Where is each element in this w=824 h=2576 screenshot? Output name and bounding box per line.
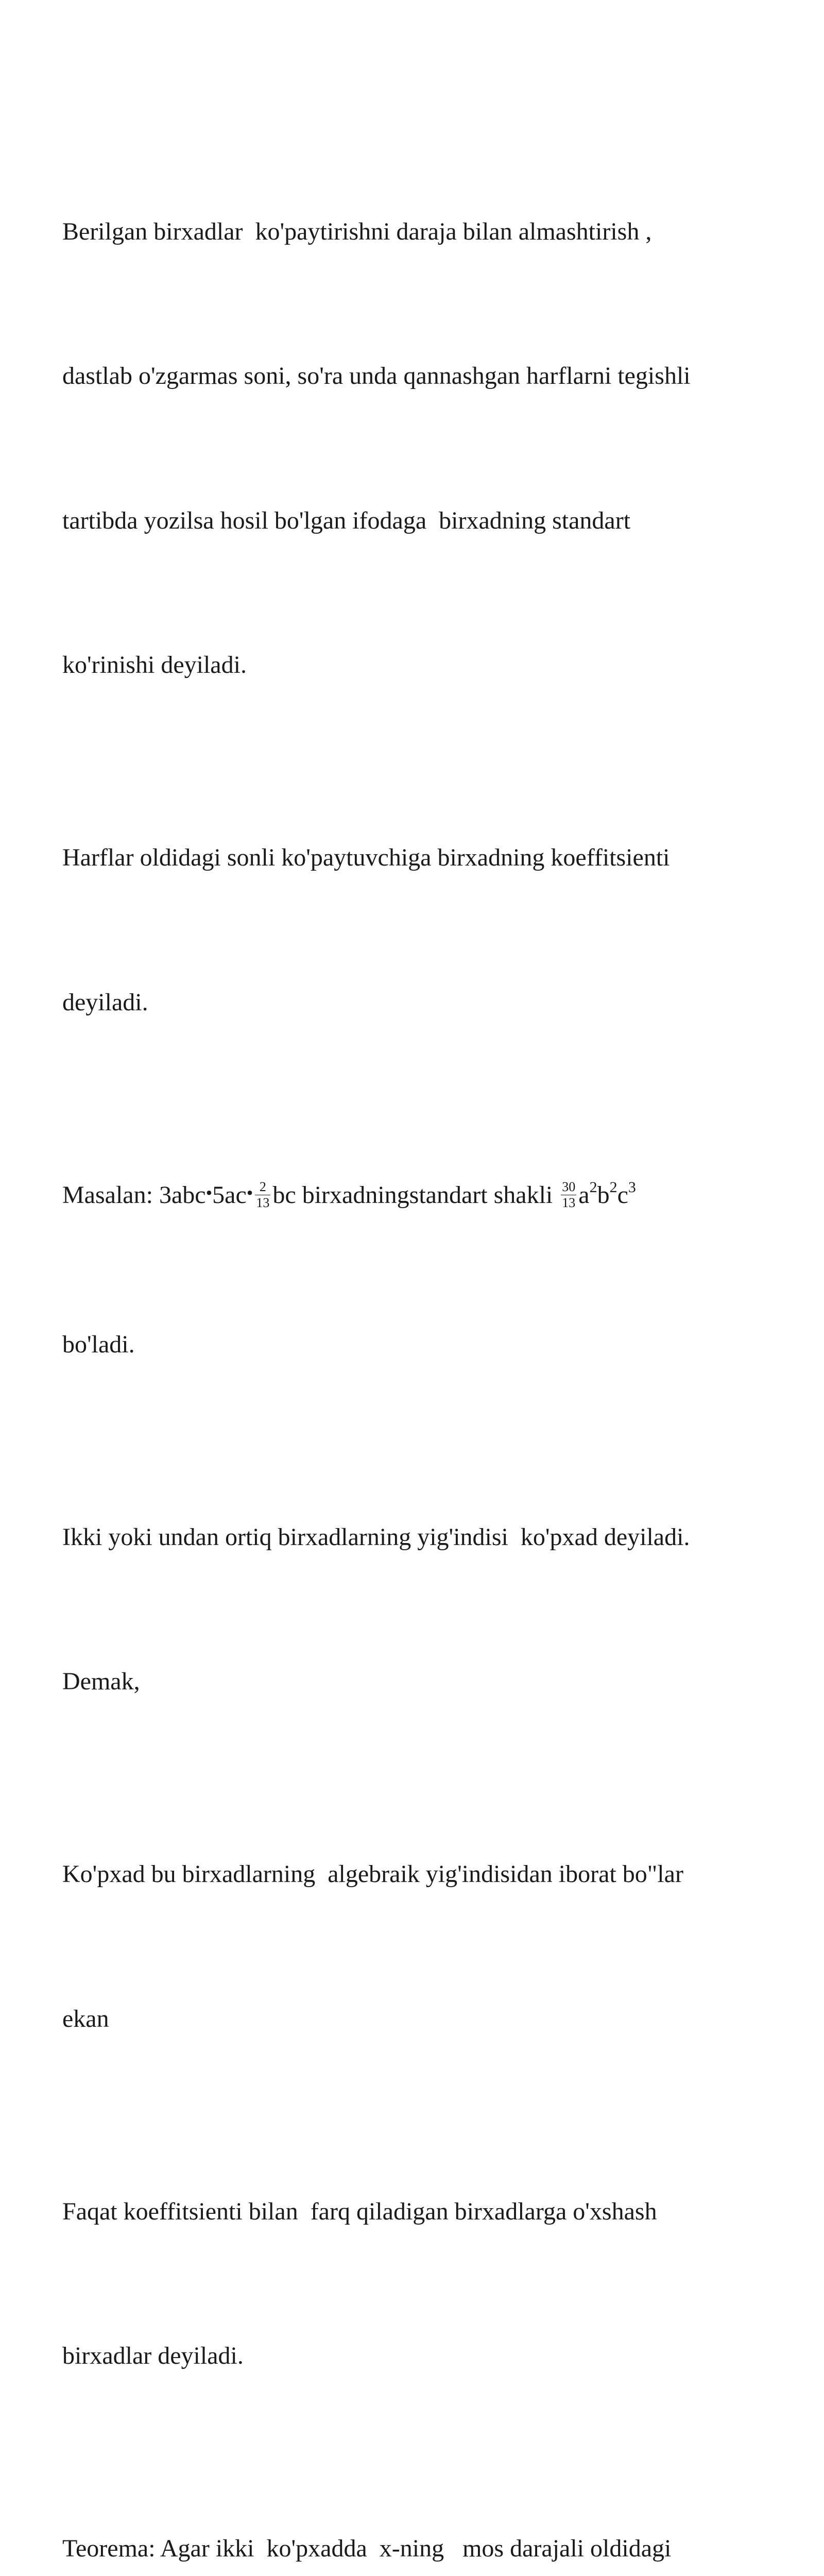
- variable-a: a: [578, 1181, 590, 1209]
- multiplication-dot: •: [246, 1182, 253, 1203]
- fraction-numerator: 30: [562, 1179, 576, 1194]
- text-line: dastlab o'zgarmas soni, so'ra unda qannashgan harflarni tegishli: [62, 362, 691, 389]
- exponent: 2: [589, 1178, 597, 1196]
- text-line: deyiladi.: [62, 988, 148, 1016]
- text-line: Faqat koeffitsienti bilan farq qiladigan birxadlarga o'xshash: [62, 2197, 657, 2225]
- fraction-denominator: 13: [256, 1195, 270, 1210]
- example-monomial-line: [62, 1171, 783, 1224]
- variable-b: b: [597, 1181, 610, 1209]
- fraction-30-13: [561, 1179, 576, 1211]
- text-line: ko'rinishi deyiladi.: [62, 651, 247, 679]
- example-text: bc birxadningstandart shakli: [272, 1181, 559, 1209]
- variable-c: c: [617, 1181, 628, 1209]
- text-line: Teorema: Agar ikki ko'pxadda x-ning mos darajali oldidagi: [62, 2535, 672, 2562]
- text-line: tartibda yozilsa hosil bo'lgan ifodaga birxadning standart: [62, 506, 631, 534]
- exponent: 3: [628, 1178, 636, 1196]
- fraction-numerator: 2: [255, 1179, 270, 1195]
- fraction-denominator: 13: [562, 1195, 576, 1210]
- text-line: Harflar oldidagi sonli ko'paytuvchiga birxadning koeffitsienti: [62, 844, 670, 871]
- fraction-2-13: [255, 1179, 270, 1211]
- exponent: 2: [609, 1178, 617, 1196]
- text-line: bo'ladi.: [62, 1330, 135, 1358]
- example-prefix: Masalan: 3abc: [62, 1181, 206, 1209]
- text-line: ekan: [62, 2005, 109, 2032]
- example-factor: 5ac: [212, 1181, 247, 1209]
- text-line: Ikki yoki undan ortiq birxadlarning yig'indisi ko'pxad deyiladi.: [62, 1523, 690, 1551]
- text-line: Berilgan birxadlar ko'paytirishni daraja bilan almashtirish ,: [62, 217, 652, 245]
- text-line: birxadlar deyiladi.: [62, 2342, 244, 2369]
- multiplication-dot: •: [205, 1182, 213, 1203]
- text-line: Demak,: [62, 1668, 140, 1695]
- document-body: [62, 63, 783, 2576]
- text-line: Ko'pxad bu birxadlarning algebraik yig'indisidan iborat bo"lar: [62, 1860, 683, 1888]
